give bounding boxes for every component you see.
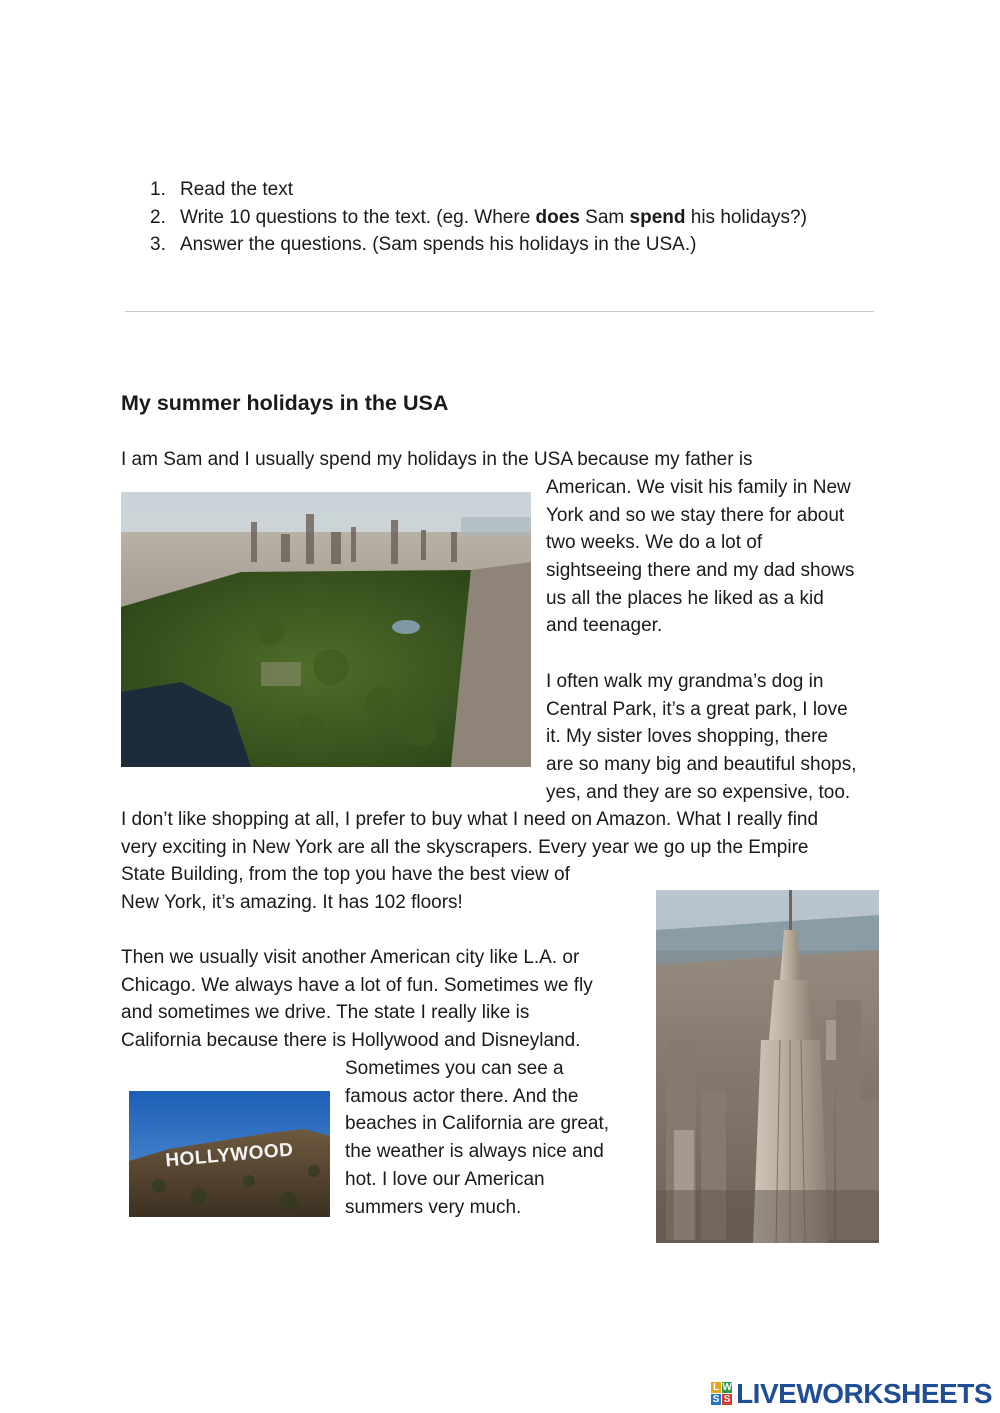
text-line: us all the places he liked as a kid <box>546 588 824 609</box>
instruction-item <box>150 176 910 204</box>
instruction-text: Sam <box>579 206 630 228</box>
empire-state-building-photo <box>656 890 879 1243</box>
text-line: and teenager. <box>546 615 663 636</box>
text-line: two weeks. We do a lot of <box>546 532 763 553</box>
text-line: it. My sister loves shopping, there <box>546 726 828 747</box>
text-line: and sometimes we drive. The state I really like is <box>121 1002 530 1023</box>
instruction-item <box>150 231 910 259</box>
liveworksheets-logo <box>711 1378 992 1410</box>
text-line: very exciting in New York are all the skyscrapers. Every year we go up the Empire <box>121 837 809 858</box>
logo-text: LIVEWORKSHEETS <box>736 1378 992 1409</box>
text-line: sightseeing there and my dad shows <box>546 560 855 581</box>
divider <box>125 311 874 312</box>
instruction-text: Read the text <box>180 179 294 200</box>
hollywood-sign-photo <box>129 1091 330 1217</box>
text-line: summers very much. <box>345 1197 522 1218</box>
text-line: American. We visit his family in New <box>546 477 851 498</box>
text-line: Then we usually visit another American city like L.A. or <box>121 947 580 968</box>
text-line: New York, it’s amazing. It has 102 floors! <box>121 892 463 913</box>
page-title: My summer holidays in the USA <box>121 391 449 415</box>
instruction-item <box>150 204 910 232</box>
text-line: Chicago. We always have a lot of fun. Sometimes we fly <box>121 975 593 996</box>
text-line: yes, and they are so expensive, too. <box>546 782 851 803</box>
text-line: Central Park, it’s a great park, I love <box>546 699 848 720</box>
hollywood-sign-text: HOLLYWOOD <box>164 1139 295 1172</box>
text-line: Sometimes you can see a <box>345 1058 564 1079</box>
instruction-bold-text: does <box>535 206 580 228</box>
central-park-photo <box>121 492 531 767</box>
text-line: the weather is always nice and <box>345 1141 604 1162</box>
text-line: famous actor there. And the <box>345 1086 579 1107</box>
instruction-number: 2. <box>150 206 166 228</box>
instruction-number: 1. <box>150 179 166 200</box>
text-line: hot. I love our American <box>345 1169 545 1190</box>
instruction-number: 3. <box>150 234 166 255</box>
logo-mark: L W S S <box>712 1382 732 1405</box>
text-line: beaches in California are great, <box>345 1113 610 1134</box>
instructions-list <box>150 176 910 259</box>
text-line: State Building, from the top you have the best view of <box>121 864 570 885</box>
instruction-text: Write 10 questions to the text. (eg. Where <box>180 206 536 228</box>
instruction-text: his holidays?) <box>685 206 807 228</box>
text-line: I am Sam and I usually spend my holidays in the USA because my father is <box>121 449 753 470</box>
instruction-text: Answer the questions. (Sam spends his holidays in the USA.) <box>180 234 697 255</box>
text-line: I often walk my grandma’s dog in <box>546 671 824 692</box>
text-line: are so many big and beautiful shops, <box>546 754 857 775</box>
instruction-bold-text: spend <box>629 206 686 228</box>
text-line: California because there is Hollywood and Disneyland. <box>121 1030 581 1051</box>
text-line: I don’t like shopping at all, I prefer to buy what I need on Amazon. What I really find <box>121 809 819 830</box>
text-line: York and so we stay there for about <box>546 505 845 526</box>
